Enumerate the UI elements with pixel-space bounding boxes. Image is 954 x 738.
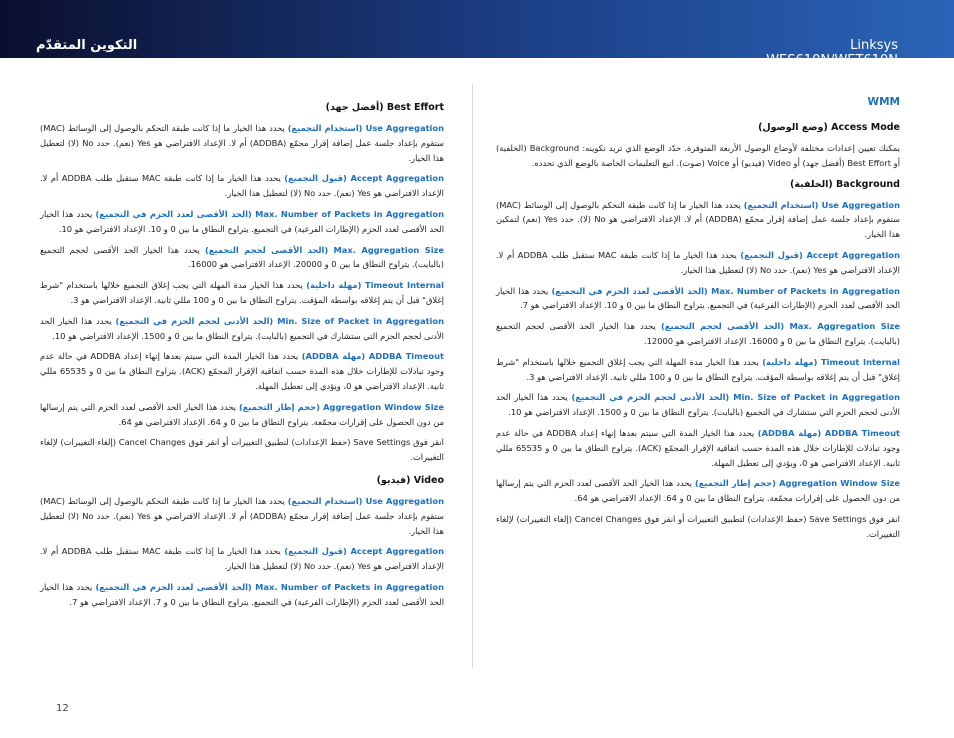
setting-item <box>496 426 900 470</box>
column-divider <box>472 84 473 668</box>
setting-item <box>496 319 900 349</box>
background-closing: انقر فوق Save Settings (حفظ الإعدادات) لتطبيق التغييرات أو انقر فوق Cancel Changes (إلغاء التغييرات) لإلغاء التغييرات. <box>496 513 900 539</box>
setting-term: Use Aggregation (استخدام التجميع) <box>287 495 445 506</box>
setting-term: Timeout Internal (مهلة داخلية) <box>762 356 901 367</box>
setting-description: يحدد هذا الخيار الحد الأقصى لعدد الحزم (الإطارات الفرعية) في التجميع. يتراوح النطاق ما بين 0 و 10. الإعداد الافتراضي هو 10. <box>40 208 444 234</box>
setting-description: يحدد هذا الخيار الحد الأدنى لحجم الحزم التي ستشارك في التجميع (بالبايت). يتراوح النطاق ما بين 0 و 1500. الإعداد الافتراضي هو 10. <box>496 392 900 418</box>
setting-item <box>40 278 444 308</box>
setting-item <box>40 243 444 273</box>
setting-description: يحدد هذا الخيار الحد الأقصى لحجم التجميع (بالبايت). يتراوح النطاق ما بين 0 و 20000. الإعداد الافتراضي هو 16000. <box>40 244 444 270</box>
setting-item <box>496 355 900 385</box>
setting-item <box>496 390 900 420</box>
setting-term: Accept Aggregation (قبول التجميع) <box>284 546 444 557</box>
setting-item <box>40 494 444 538</box>
setting-item <box>496 198 900 242</box>
setting-item <box>40 171 444 201</box>
setting-item <box>40 544 444 574</box>
background-list <box>496 198 900 506</box>
setting-term: ADDBA Timeout (مهلة ADDBA) <box>301 351 444 362</box>
best-effort-list <box>40 121 444 429</box>
setting-description: يحدد هذا الخيار المدة التي سيتم بعدها إنهاء إعداد ADDBA في حالة عدم وجود تبادلات للإطارات خلال هذه المدة حسب اتفاقية الإقرار المجمّع (ACK). يتراوح النطاق ما بين 0 و 65535 مللي ثانية. الإعداد الافتراضي هو 0، ويؤدي إلى تعطيل المهلة. <box>40 351 444 391</box>
best-effort-closing: انقر فوق Save Settings (حفظ الإعدادات) لتطبيق التغييرات أو انقر فوق Cancel Changes (إلغاء التغييرات) لإلغاء التغييرات. <box>40 437 444 463</box>
setting-term: Max. Aggregation Size (الحد الأقصى لحجم التجميع) <box>205 244 444 255</box>
setting-description: يحدد هذا الخيار مدة المهلة التي يجب إغلاق التجميع خلالها باستخدام "شرط إغلاق" قبل أن يتم إغلاقه بواسطة المؤقت. يتراوح النطاق ما بين 0 و 100 مللي ثانية. الإعداد الافتراضي هو 3. <box>496 356 900 382</box>
section-title: التكوين المتقدّم <box>36 38 138 53</box>
right-column <box>496 94 900 548</box>
setting-term: Max. Number of Packets in Aggregation (الحد الأقصى لعدد الحزم في التجميع) <box>551 285 900 296</box>
setting-term: Aggregation Window Size (حجم إطار التجميع) <box>238 401 444 412</box>
setting-description: يحدد هذا الخيار ما إذا كانت طبقة MAC ستقبل طلب ADDBA أم لا. الإعداد الافتراضي هو Yes (نعم). حدد No (لا) لتعطيل هذا الخيار. <box>40 173 444 199</box>
setting-term: Accept Aggregation (قبول التجميع) <box>740 249 900 260</box>
setting-item <box>496 476 900 506</box>
setting-item <box>40 314 444 344</box>
setting-term: Max. Number of Packets in Aggregation (الحد الأقصى لعدد الحزم في التجميع) <box>95 208 444 219</box>
setting-item <box>496 248 900 278</box>
setting-description: يحدد هذا الخيار ما إذا كانت طبقة MAC ستقبل طلب ADDBA أم لا. الإعداد الافتراضي هو Yes (نعم). حدد No (لا) لتعطيل هذا الخيار. <box>496 249 900 275</box>
setting-description: يحدد هذا الخيار الحد الأقصى لحجم التجميع (بالبايت). يتراوح النطاق ما بين 0 و 16000. الإعداد الافتراضي هو 12000. <box>496 321 900 346</box>
best-effort-heading: Best Effort (أفضل جهد) <box>325 102 444 113</box>
setting-description: يحدد هذا الخيار الحد الأقصى لعدد الحزم (الإطارات الفرعية) في التجميع. يتراوح النطاق ما بين 0 و 7. الإعداد الافتراضي هو 7. <box>40 581 444 607</box>
setting-item <box>40 349 444 393</box>
setting-description: يحدد هذا الخيار مدة المهلة التي يجب إغلاق التجميع خلالها باستخدام "شرط إغلاق" قبل أن يتم إغلاقه بواسطة المؤقت. يتراوح النطاق ما بين 0 و 100 مللي ثانية. الإعداد الافتراضي هو 3. <box>40 280 444 305</box>
setting-term: Max. Aggregation Size (الحد الأقصى لحجم التجميع) <box>661 321 900 332</box>
setting-description: يحدد هذا الخيار المدة التي سيتم بعدها إنهاء إعداد ADDBA في حالة عدم وجود تبادلات للإطارات خلال هذه المدة حسب اتفاقية الإقرار المجمّع (ACK). يتراوح النطاق ما بين 0 و 65535 مللي ثانية. الإعداد الافتراضي هو 0، ويؤدي إلى تعطيل المهلة. <box>496 427 900 468</box>
setting-description: يحدد هذا الخيار ما إذا كانت طبقة MAC ستقبل طلب ADDBA أم لا. الإعداد الافتراضي هو Yes (نعم). حدد No (لا) لتعطيل هذا الخيار. <box>40 546 444 572</box>
setting-description: يحدد هذا الخيار الحد الأدنى لحجم الحزم التي ستشارك في التجميع (بالبايت). يتراوح النطاق ما بين 0 و 1500. الإعداد الافتراضي هو 10. <box>40 315 444 341</box>
access-mode-heading: Access Mode (وضع الوصول) <box>758 122 900 133</box>
setting-term: Accept Aggregation (قبول التجميع) <box>284 173 444 184</box>
setting-item <box>40 580 444 610</box>
setting-term: Min. Size of Packet in Aggregation (الحد الأدنى لحجم الحزم في التجميع) <box>571 392 900 403</box>
product-title: Linksys WES610N/WET610N <box>766 38 898 68</box>
setting-description: يحدد هذا الخيار ما إذا كانت طبقة التحكم بالوصول إلى الوسائط (MAC) ستقوم بإعداد جلسة عمل إضافة إقرار مجمّع (ADDBA) أم لا. الإعداد الافتراضي هو Yes (نعم). حدد No (لا) لتعطيل هذا الخيار. <box>40 123 445 163</box>
setting-description: يحدد هذا الخيار الحد الأقصى لعدد الحزم التي يتم إرسالها من دون الحصول على إقرارات مجمّعة. يتراوح النطاق ما بين 0 و 64. الإعداد الافتراضي هو 64. <box>496 478 900 504</box>
background-heading: Background (الخلفية) <box>790 178 900 190</box>
setting-item <box>40 121 444 165</box>
setting-description: يحدد هذا الخيار الحد الأقصى لعدد الحزم التي يتم إرسالها من دون الحصول على إقرارات مجمّعة. يتراوح النطاق ما بين 0 و 64. الإعداد الافتراضي هو 64. <box>40 401 444 427</box>
setting-item <box>40 400 444 430</box>
setting-item <box>40 207 444 237</box>
setting-term: Max. Number of Packets in Aggregation (الحد الأقصى لعدد الحزم في التجميع) <box>95 581 444 592</box>
setting-description: يحدد هذا الخيار ما إذا كانت طبقة التحكم بالوصول إلى الوسائط (MAC) ستقوم بإعداد جلسة عمل إضافة إقرار مجمّع (ADDBA) أم لا. الإعداد الافتراضي هو No (لا). حدد Yes (نعم) لتمكين هذا الخيار. <box>496 199 901 240</box>
header-banner <box>0 0 954 68</box>
setting-term: Aggregation Window Size (حجم إطار التجميع) <box>694 478 900 489</box>
setting-term: Use Aggregation (استخدام التجميع) <box>287 123 445 133</box>
setting-term: Use Aggregation (استخدام التجميع) <box>743 199 901 210</box>
wmm-title: WMM <box>867 96 900 108</box>
access-mode-text: يمكنك تعيين إعدادات مختلفة لأوضاع الوصول الأربعة المتوفرة. حدّد الوضع الذي تريد تكوينه: Background (الخلفية) أو Best Effort (أفضل جهد) أو Video (فيديو) أو Voice (صوت). اتبع التعليمات الخاصة بالوضع الذي تحدده. <box>496 143 900 168</box>
setting-description: يحدد هذا الخيار ما إذا كانت طبقة التحكم بالوصول إلى الوسائط (MAC) ستقوم بإعداد جلسة عمل إضافة إقرار مجمّع (ADDBA) أم لا. الإعداد الافتراضي هو Yes (نعم). حدد No (لا) لتعطيل هذا الخيار. <box>40 495 445 536</box>
setting-term: Timeout Internal (مهلة داخلية) <box>306 280 445 291</box>
setting-description: يحدد هذا الخيار الحد الأقصى لعدد الحزم (الإطارات الفرعية) في التجميع. يتراوح النطاق ما بين 0 و 10. الإعداد الافتراضي هو 7. <box>496 285 900 311</box>
page-number: 12 <box>56 703 69 714</box>
video-heading: Video (فيديو) <box>376 474 444 486</box>
setting-term: ADDBA Timeout (مهلة ADDBA) <box>757 427 900 438</box>
video-list <box>40 494 444 610</box>
setting-term: Min. Size of Packet in Aggregation (الحد الأدنى لحجم الحزم في التجميع) <box>115 315 444 326</box>
setting-item <box>496 284 900 314</box>
left-column <box>40 94 444 616</box>
